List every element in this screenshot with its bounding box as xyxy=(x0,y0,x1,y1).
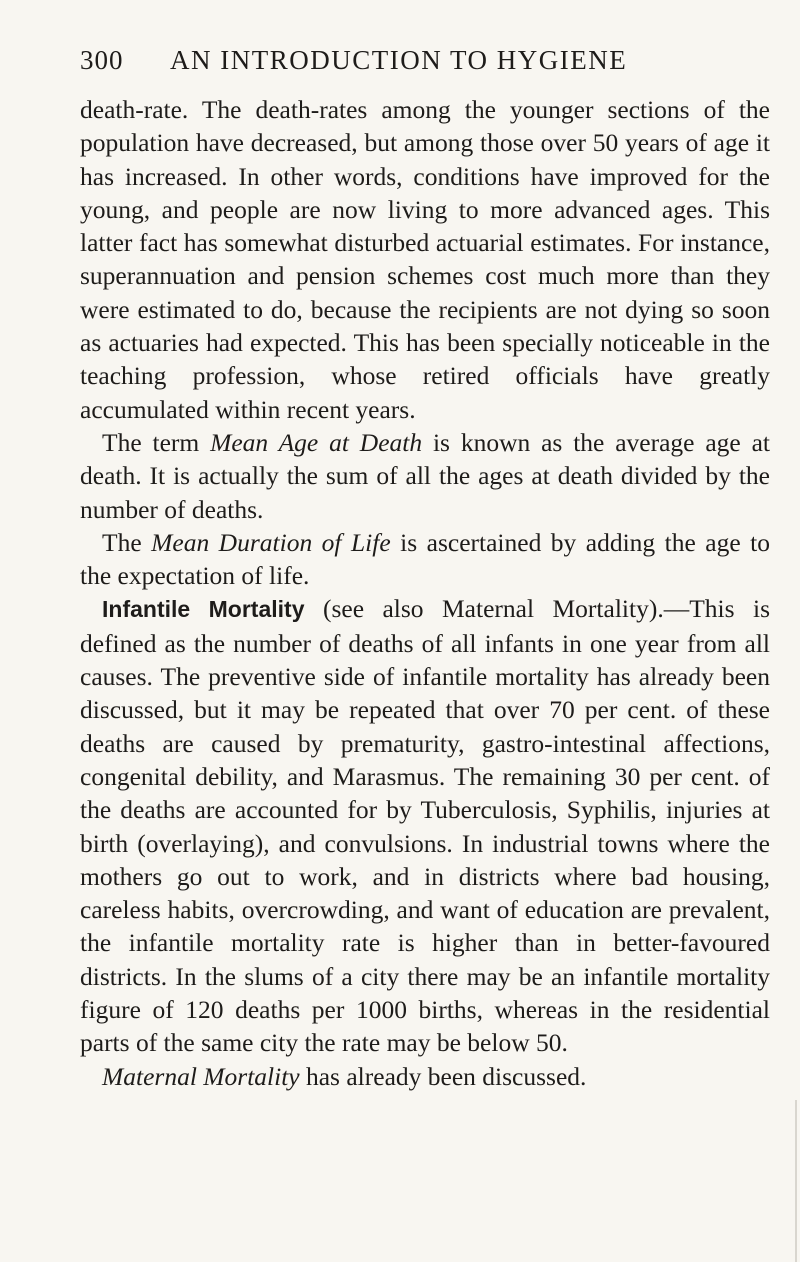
page-number: 300 xyxy=(80,45,124,75)
text-run: is known as the average age at death. It is actually the sum of all the ages at death divided by the number of deaths. xyxy=(80,427,770,524)
section-heading-infantile-mortality: Infantile Mortality xyxy=(102,596,305,623)
paragraph-infantile-mortality xyxy=(80,592,770,1059)
paragraph-mean-age xyxy=(80,426,770,526)
text-run: The term xyxy=(102,427,211,457)
paragraph-mean-duration xyxy=(80,526,770,593)
paragraph-maternal-mortality xyxy=(80,1060,770,1093)
term-maternal-mortality: Maternal Mortality xyxy=(102,1061,300,1091)
running-head xyxy=(80,45,770,89)
text-run: The xyxy=(102,527,152,557)
running-title: AN INTRODUCTION TO HYGIENE xyxy=(170,45,628,75)
text-run: (see also Maternal Mortality).—This is defined as the number of deaths of all infants in one year from all causes. The preventive side of infantile mortality has already been discussed, but it may be repeated that over 70 per cent. of these deaths are caused by prematurity, gastro-intestinal affections, congenital debility, and Marasmus. The remaining 30 per cent. of the deaths are accounted for by Tuberculosis, Syphilis, injuries at birth (overlaying), and convulsions. In industrial towns where the mothers go out to work, and in districts where bad housing, careless habits, overcrowding, and want of education are prevalent, the infantile mortality rate is higher than in better-favoured districts. In the slums of a city there may be an infantile mortality figure of 120 deaths per 1000 births, whereas in the residential parts of the same city the rate may be below 50. xyxy=(80,594,771,1058)
term-mean-age-at-death: Mean Age at Death xyxy=(210,427,423,457)
text-run: has already been discussed. xyxy=(299,1061,587,1091)
body-text xyxy=(80,93,770,1093)
term-mean-duration-of-life: Mean Duration of Life xyxy=(151,527,391,557)
book-page xyxy=(80,45,770,1093)
page-edge-line xyxy=(795,1100,797,1262)
text-run: is ascertained by adding the age to the expectation of life. xyxy=(80,527,771,591)
paragraph-death-rate: death-rate. The death-rates among the younger sections of the population have decreased, but among those over 50 years of age it has increased. In other words, conditions have improved for the young, and people are now living to more advanced ages. This latter fact has somewhat disturbed actuarial estimates. For instance, superannuation and pension schemes cost much more than they were estimated to do, because the recipients are not dying so soon as actuaries had expected. This has been specially noticeable in the teaching profession, whose retired officials have greatly accumulated within recent years. xyxy=(80,95,770,424)
